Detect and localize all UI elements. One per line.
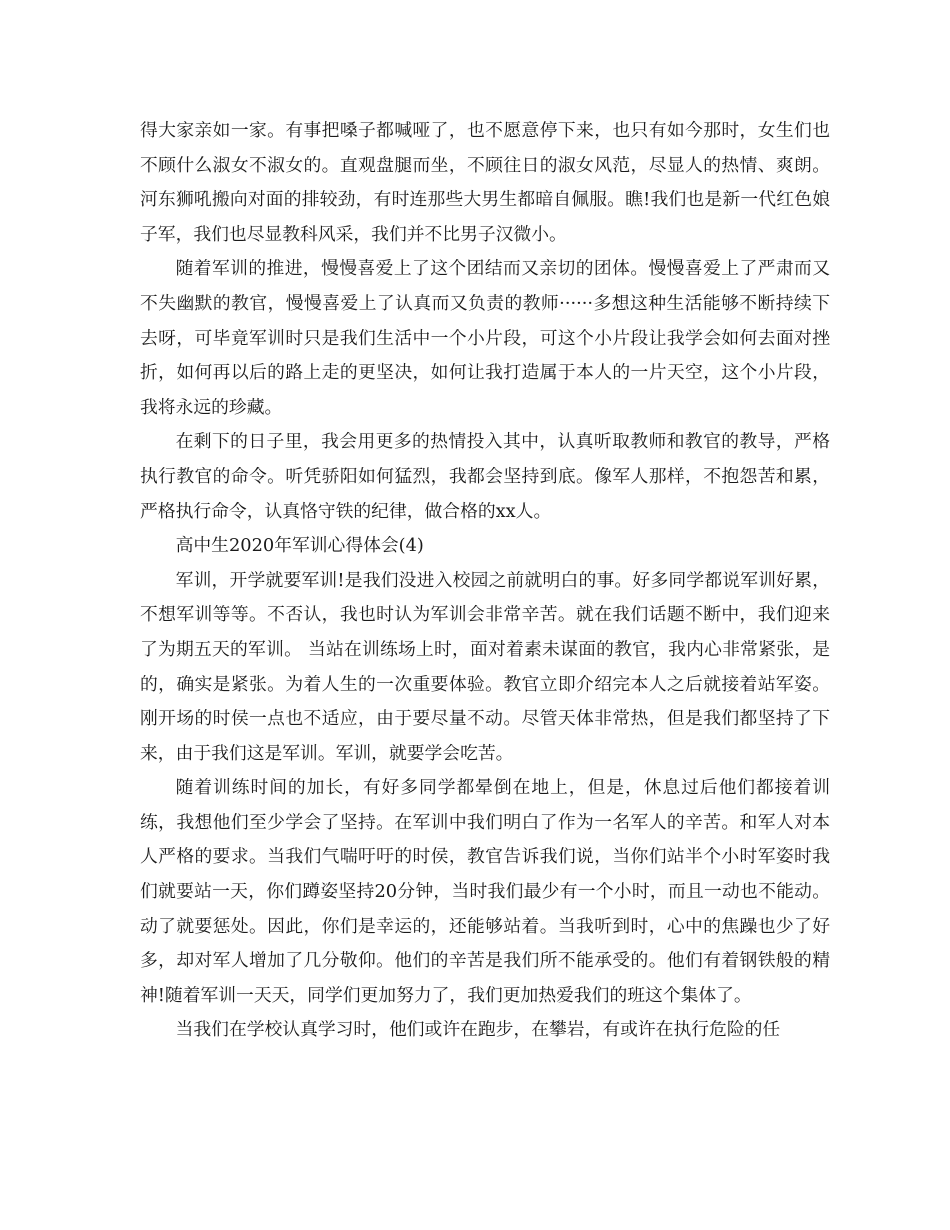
- paragraph-2: 随着军训的推进，慢慢喜爱上了这个团结而又亲切的团体。慢慢喜爱上了严肃而又不失幽默的教官，慢慢喜爱上了认真而又负责的教师······多想这种生活能够不断持续下去呀，可毕竟军训时只是我们生活中一个小片段，可这个小片段让我学会如何去面对挫折，如何再以后的路上走的更坚决，如何让我打造属于本人的一片天空，这个小片段，我将永远的珍藏。: [140, 258, 830, 418]
- paragraph-3: 在剩下的日子里，我会用更多的热情投入其中，认真听取教师和教官的教导，严格执行教官的命令。听凭骄阳如何猛烈，我都会坚持到底。像军人那样，不抱怨苦和累，严格执行命令，认真恪守铁的纪律，做合格的xx人。: [140, 431, 830, 522]
- paragraph-5: 随着训练时间的加长，有好多同学都晕倒在地上，但是，休息过后他们都接着训练，我想他们至少学会了坚持。在军训中我们明白了作为一名军人的辛苦。和军人对本人严格的要求。当我们气喘吁吁的时侯，教官告诉我们说，当你们站半个小时军姿时我们就要站一天，你们蹲姿坚持20分钟，当时我们最少有一个小时，而且一动也不能动。动了就要惩处。因此，你们是幸运的，还能够站着。当我听到时，心中的焦躁也少了好多，却对军人增加了几分敬仰。他们的辛苦是我们所不能承受的。他们有着钢铁般的精神!随着军训一天天，同学们更加努力了，我们更加热爱我们的班这个集体了。: [140, 777, 830, 1006]
- section-heading: 高中生2020年军训心得体会(4): [175, 535, 424, 557]
- paragraph-1: 得大家亲如一家。有事把嗓子都喊哑了，也不愿意停下来，也只有如今那时，女生们也不顾什么淑女不淑女的。直观盘腿而坐，不顾往日的淑女风范，尽显人的热情、爽朗。河东狮吼搬向对面的排较劲，有时连那些大男生都暗自佩服。瞧!我们也是新一代红色娘子军，我们也尽显教科风采，我们并不比男子汉微小。: [140, 120, 830, 245]
- paragraph-4: 军训，开学就要军训!是我们没进入校园之前就明白的事。好多同学都说军训好累，不想军训等等。不否认，我也时认为军训会非常辛苦。就在我们话题不断中，我们迎来了为期五天的军训。 当站在训练场上时，面对着素未谋面的教官，我内心非常紧张，是的，确实是紧张。为着人生的一次重要体验。教官立即介绍完本人之后就接着站军姿。刚开场的时侯一点也不适应，由于要尽量不动。尽管天体非常热，但是我们都坚持了下来，由于我们这是军训。军训，就要学会吃苦。: [140, 569, 830, 764]
- document-page: [140, 114, 830, 1048]
- paragraph-6: 当我们在学校认真学习时，他们或许在跑步，在攀岩，有或许在执行危险的任: [175, 1019, 781, 1041]
